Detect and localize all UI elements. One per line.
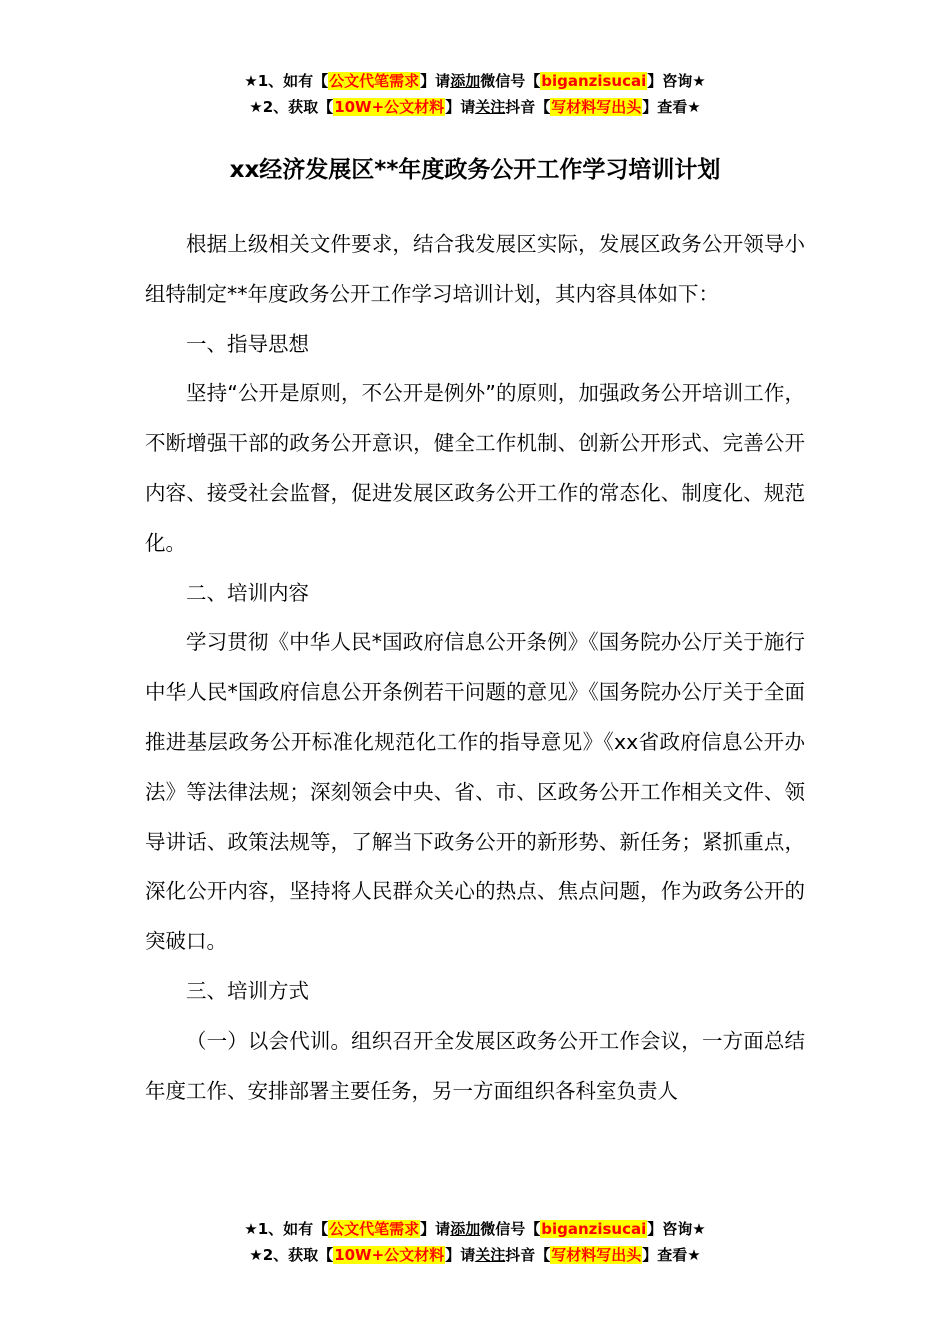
- banner-highlight: 公文代笔需求: [329, 1220, 420, 1238]
- section-heading: 三、培训方式: [186, 978, 309, 1003]
- paragraph: 学习贯彻《中华人民*国政府信息公开条例》《国务院办公厅关于施行中华人民*国政府信息公开条例若干问题的意见》《国务院办公厅关于全面推进基层政务公开标准化规范化工作的指导意见》《xx省政府信息公开办法》等法律法规；深刻领会中央、省、市、区政务公开工作相关文件、领导讲话、政策法规等，了解当下政务公开的新形势、新任务；紧抓重点，深化公开内容，坚持将人民群众关心的热点、焦点问题，作为政务公开的突破口。: [145, 630, 805, 954]
- wechat-id-highlight: biganzisucai: [541, 72, 647, 90]
- banner-line-2: ★2、获取【10W+公文材料】请关注抖音【写材料写出头】查看★: [249, 1246, 701, 1264]
- document-title: xx经济发展区**年度政务公开工作学习培训计划: [229, 157, 721, 183]
- bottom-banner: [0, 1216, 950, 1268]
- banner-line-2: ★2、获取【10W+公文材料】请关注抖音【写材料写出头】查看★: [249, 98, 701, 116]
- wechat-id-highlight: biganzisucai: [541, 1220, 647, 1238]
- banner-highlight: 公文代笔需求: [329, 72, 420, 90]
- top-banner: [0, 68, 950, 120]
- paragraph: （一）以会代训。组织召开全发展区政务公开工作会议，一方面总结年度工作、安排部署主要任务，另一方面组织各科室负责人: [145, 1028, 805, 1103]
- paragraph: 坚持“公开是原则，不公开是例外”的原则，加强政务公开培训工作，不断增强干部的政务公开意识，健全工作机制、创新公开形式、完善公开内容、接受社会监督，促进发展区政务公开工作的常态化、制度化、规范化。: [145, 381, 805, 555]
- document-body: [145, 220, 805, 1116]
- banner-highlight: 10W+公文材料: [334, 98, 445, 116]
- paragraph-intro: 根据上级相关文件要求，结合我发展区实际，发展区政务公开领导小组特制定**年度政务公开工作学习培训计划，其内容具体如下：: [145, 232, 805, 306]
- section-heading: 一、指导思想: [186, 331, 309, 356]
- banner-line-1: ★1、如有【公文代笔需求】请添加微信号【biganzisucai】咨询★: [244, 1220, 706, 1238]
- section-heading: 二、培训内容: [186, 580, 309, 605]
- douyin-highlight: 写材料写出头: [551, 1246, 642, 1264]
- douyin-highlight: 写材料写出头: [551, 98, 642, 116]
- banner-highlight: 10W+公文材料: [334, 1246, 445, 1264]
- banner-line-1: ★1、如有【公文代笔需求】请添加微信号【biganzisucai】咨询★: [244, 72, 706, 90]
